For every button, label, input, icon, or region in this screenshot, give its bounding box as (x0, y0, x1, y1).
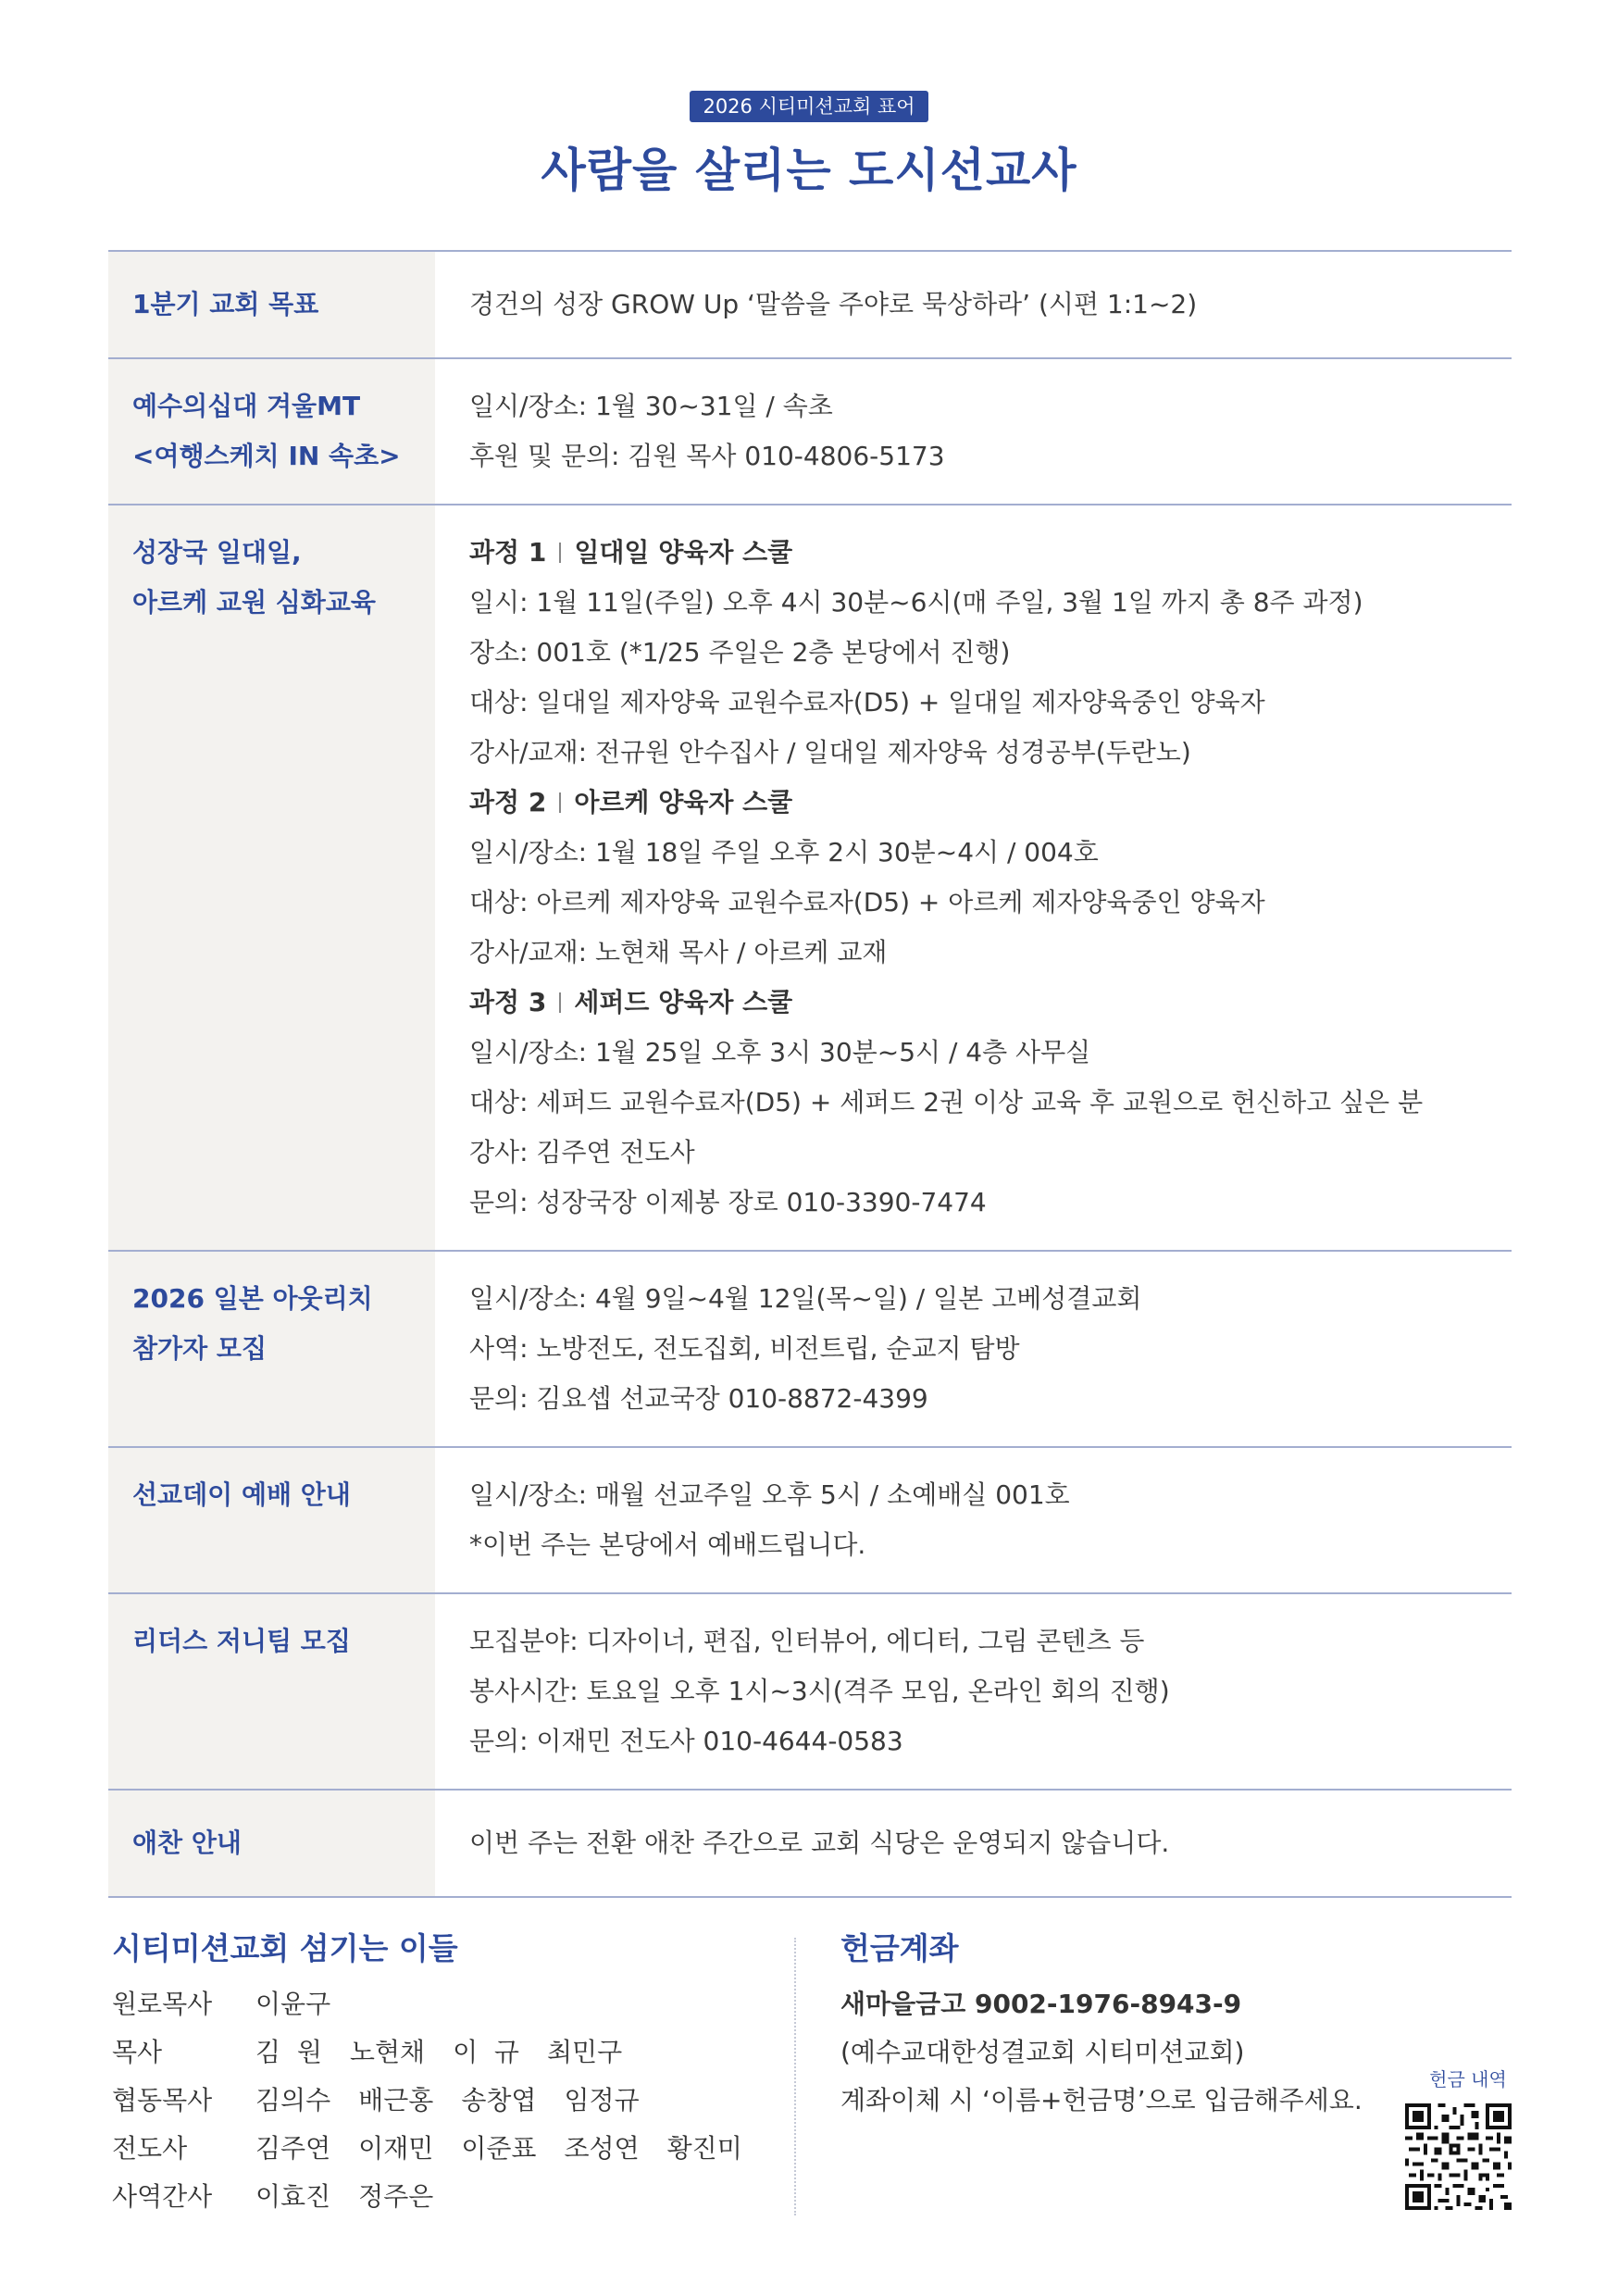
notice-label-line: 애찬 안내 (132, 1828, 242, 1858)
staff-name: 배근홍 (358, 2085, 434, 2115)
notice-line: 사역: 노방전도, 전도집회, 비전트립, 순교지 탐방 (469, 1333, 1020, 1364)
staff-name: 김주연 (255, 2133, 331, 2164)
notice-label (108, 1447, 435, 1593)
notice-label-line: 예수의십대 겨울MT (132, 391, 361, 421)
course-number: 과정 1 (469, 537, 547, 568)
notice-line: 모집분야: 디자이너, 편집, 인터뷰어, 에디터, 그림 콘텐츠 등 (469, 1626, 1145, 1656)
notice-content (435, 251, 1512, 358)
notice-line: 문의: 이재민 전도사 010-4644-0583 (469, 1726, 903, 1756)
notice-line: 경건의 성장 GROW Up ‘말씀을 주야로 묵상하라’ (시편 1:1~2) (469, 289, 1198, 319)
course-heading (469, 528, 1512, 578)
staff-row (112, 2173, 778, 2221)
notice-line: 일시: 1월 11일(주일) 오후 4시 30분~6시(매 주일, 3월 1일 까지 총 8주 과정) (469, 587, 1363, 618)
staff-row (112, 2028, 778, 2077)
notice-line: 강사: 김주연 전도사 (469, 1137, 695, 1167)
staff-name: 이윤구 (255, 1989, 331, 2019)
footer (0, 1930, 1618, 2236)
course-number: 과정 2 (469, 787, 547, 817)
qr-label: 헌금 내역 (1429, 2068, 1507, 2090)
notice-line: 대상: 일대일 제자양육 교원수료자(D5) + 일대일 제자양육중인 양육자 (469, 687, 1265, 718)
notice-table (108, 250, 1512, 1898)
course-name: 일대일 양육자 스쿨 (574, 537, 793, 568)
staff-name: 정주은 (358, 2181, 434, 2212)
staff-name: 노현채 (349, 2037, 426, 2067)
course-heading (469, 978, 1512, 1028)
staff-name: 이준표 (461, 2133, 537, 2164)
footer-divider (794, 1938, 796, 2215)
notice-label (108, 358, 435, 505)
notice-label (108, 251, 435, 358)
staff-row (112, 2125, 778, 2173)
staff-name: 조성연 (564, 2133, 640, 2164)
qr-code-icon[interactable] (1405, 2103, 1512, 2210)
notice-line: 강사/교재: 노현채 목사 / 아르케 교재 (469, 937, 888, 967)
notice-line: 일시/장소: 1월 25일 오후 3시 30분~5시 / 4층 사무실 (469, 1037, 1091, 1067)
staff-name: 이효진 (255, 2181, 331, 2212)
notice-label-line: 참가자 모집 (132, 1333, 267, 1364)
notice-content (435, 1251, 1512, 1447)
course-number: 과정 3 (469, 987, 547, 1017)
notice-line: 일시/장소: 1월 30~31일 / 속초 (469, 391, 833, 421)
giving-title: 헌금계좌 (840, 1930, 959, 1966)
staff-name: 이재민 (358, 2133, 434, 2164)
course-heading (469, 778, 1512, 828)
notice-content (435, 1790, 1512, 1897)
notice-row (108, 358, 1512, 505)
notice-label (108, 1790, 435, 1897)
notice-line: 장소: 001호 (*1/25 주일은 2층 본당에서 진행) (469, 637, 1011, 668)
page-header (0, 91, 1618, 200)
notice-line: 일시/장소: 매월 선교주일 오후 5시 / 소예배실 001호 (469, 1479, 1070, 1510)
notice-row (108, 1593, 1512, 1790)
notice-row (108, 251, 1512, 358)
staff-name: 이 규 (453, 2037, 519, 2067)
course-separator (559, 792, 561, 813)
notice-line: 일시/장소: 4월 9일~4월 12일(목~일) / 일본 고베성결교회 (469, 1283, 1142, 1314)
notice-line: 강사/교재: 전규원 안수집사 / 일대일 제자양육 성경공부(두란노) (469, 737, 1191, 767)
staff-section (112, 1930, 778, 2221)
notice-line: 문의: 성장국장 이제봉 장로 010-3390-7474 (469, 1187, 987, 1217)
notice-row (108, 1447, 1512, 1593)
staff-title: 시티미션교회 섬기는 이들 (112, 1930, 458, 1966)
account-number: 새마을금고 9002-1976-8943-9 (840, 1989, 1242, 2019)
giving-section (840, 1930, 1512, 2125)
account-holder: (예수교대한성결교회 시티미션교회) (840, 2037, 1245, 2067)
page-title: 사람을 살리는 도시선교사 (541, 144, 1077, 197)
notice-line: 일시/장소: 1월 18일 주일 오후 2시 30분~4시 / 004호 (469, 837, 1099, 867)
notice-label-line: 리더스 저니팀 모집 (132, 1626, 351, 1656)
staff-role: 목사 (112, 2037, 163, 2067)
staff-name: 김 원 (255, 2037, 322, 2067)
notice-content (435, 1447, 1512, 1593)
notice-line: 후원 및 문의: 김원 목사 010-4806-5173 (469, 441, 945, 471)
staff-role: 협동목사 (112, 2085, 213, 2115)
course-separator (559, 992, 561, 1013)
staff-role: 원로목사 (112, 1989, 213, 2019)
course-separator (559, 543, 561, 563)
staff-name: 임정규 (564, 2085, 640, 2115)
staff-list (112, 1980, 778, 2221)
notice-label-line: 성장국 일대일, (132, 537, 302, 568)
notice-line: 봉사시간: 토요일 오후 1시~3시(격주 모임, 온라인 회의 진행) (469, 1676, 1170, 1706)
year-motto-badge: 2026 시티미션교회 표어 (690, 91, 927, 122)
notice-row (108, 1251, 1512, 1447)
staff-name: 황진미 (666, 2133, 742, 2164)
course-name: 세퍼드 양육자 스쿨 (574, 987, 793, 1017)
staff-name: 최민구 (546, 2037, 623, 2067)
notice-line: 대상: 아르케 제자양육 교원수료자(D5) + 아르케 제자양육중인 양육자 (469, 887, 1265, 917)
notice-label-line: 1분기 교회 목표 (132, 289, 319, 319)
notice-content (435, 1593, 1512, 1790)
staff-row (112, 2077, 778, 2125)
notice-label (108, 505, 435, 1251)
notice-row (108, 505, 1512, 1251)
notice-label (108, 1251, 435, 1447)
staff-name: 김의수 (255, 2085, 331, 2115)
notice-line: 대상: 세퍼드 교원수료자(D5) + 세퍼드 2권 이상 교육 후 교원으로 헌신하고 싶은 분 (469, 1087, 1424, 1117)
course-name: 아르케 양육자 스쿨 (574, 787, 793, 817)
transfer-note: 계좌이체 시 ‘이름+헌금명’으로 입금해주세요. (840, 2085, 1363, 2115)
notice-line: 이번 주는 전환 애찬 주간으로 교회 식당은 운영되지 않습니다. (469, 1828, 1170, 1858)
staff-role: 사역간사 (112, 2181, 213, 2212)
staff-name: 송창엽 (461, 2085, 537, 2115)
staff-role: 전도사 (112, 2133, 188, 2164)
notice-content (435, 358, 1512, 505)
notice-label (108, 1593, 435, 1790)
staff-row (112, 1980, 778, 2028)
notice-label-line: 2026 일본 아웃리치 (132, 1283, 373, 1314)
notice-line: *이번 주는 본당에서 예배드립니다. (469, 1529, 866, 1560)
notice-label-line: <여행스케치 IN 속초> (132, 441, 401, 471)
notice-label-line: 선교데이 예배 안내 (132, 1479, 351, 1510)
notice-row (108, 1790, 1512, 1897)
notice-label-line: 아르케 교원 심화교육 (132, 587, 376, 618)
notice-content (435, 505, 1512, 1251)
notice-line: 문의: 김요셉 선교국장 010-8872-4399 (469, 1383, 928, 1414)
